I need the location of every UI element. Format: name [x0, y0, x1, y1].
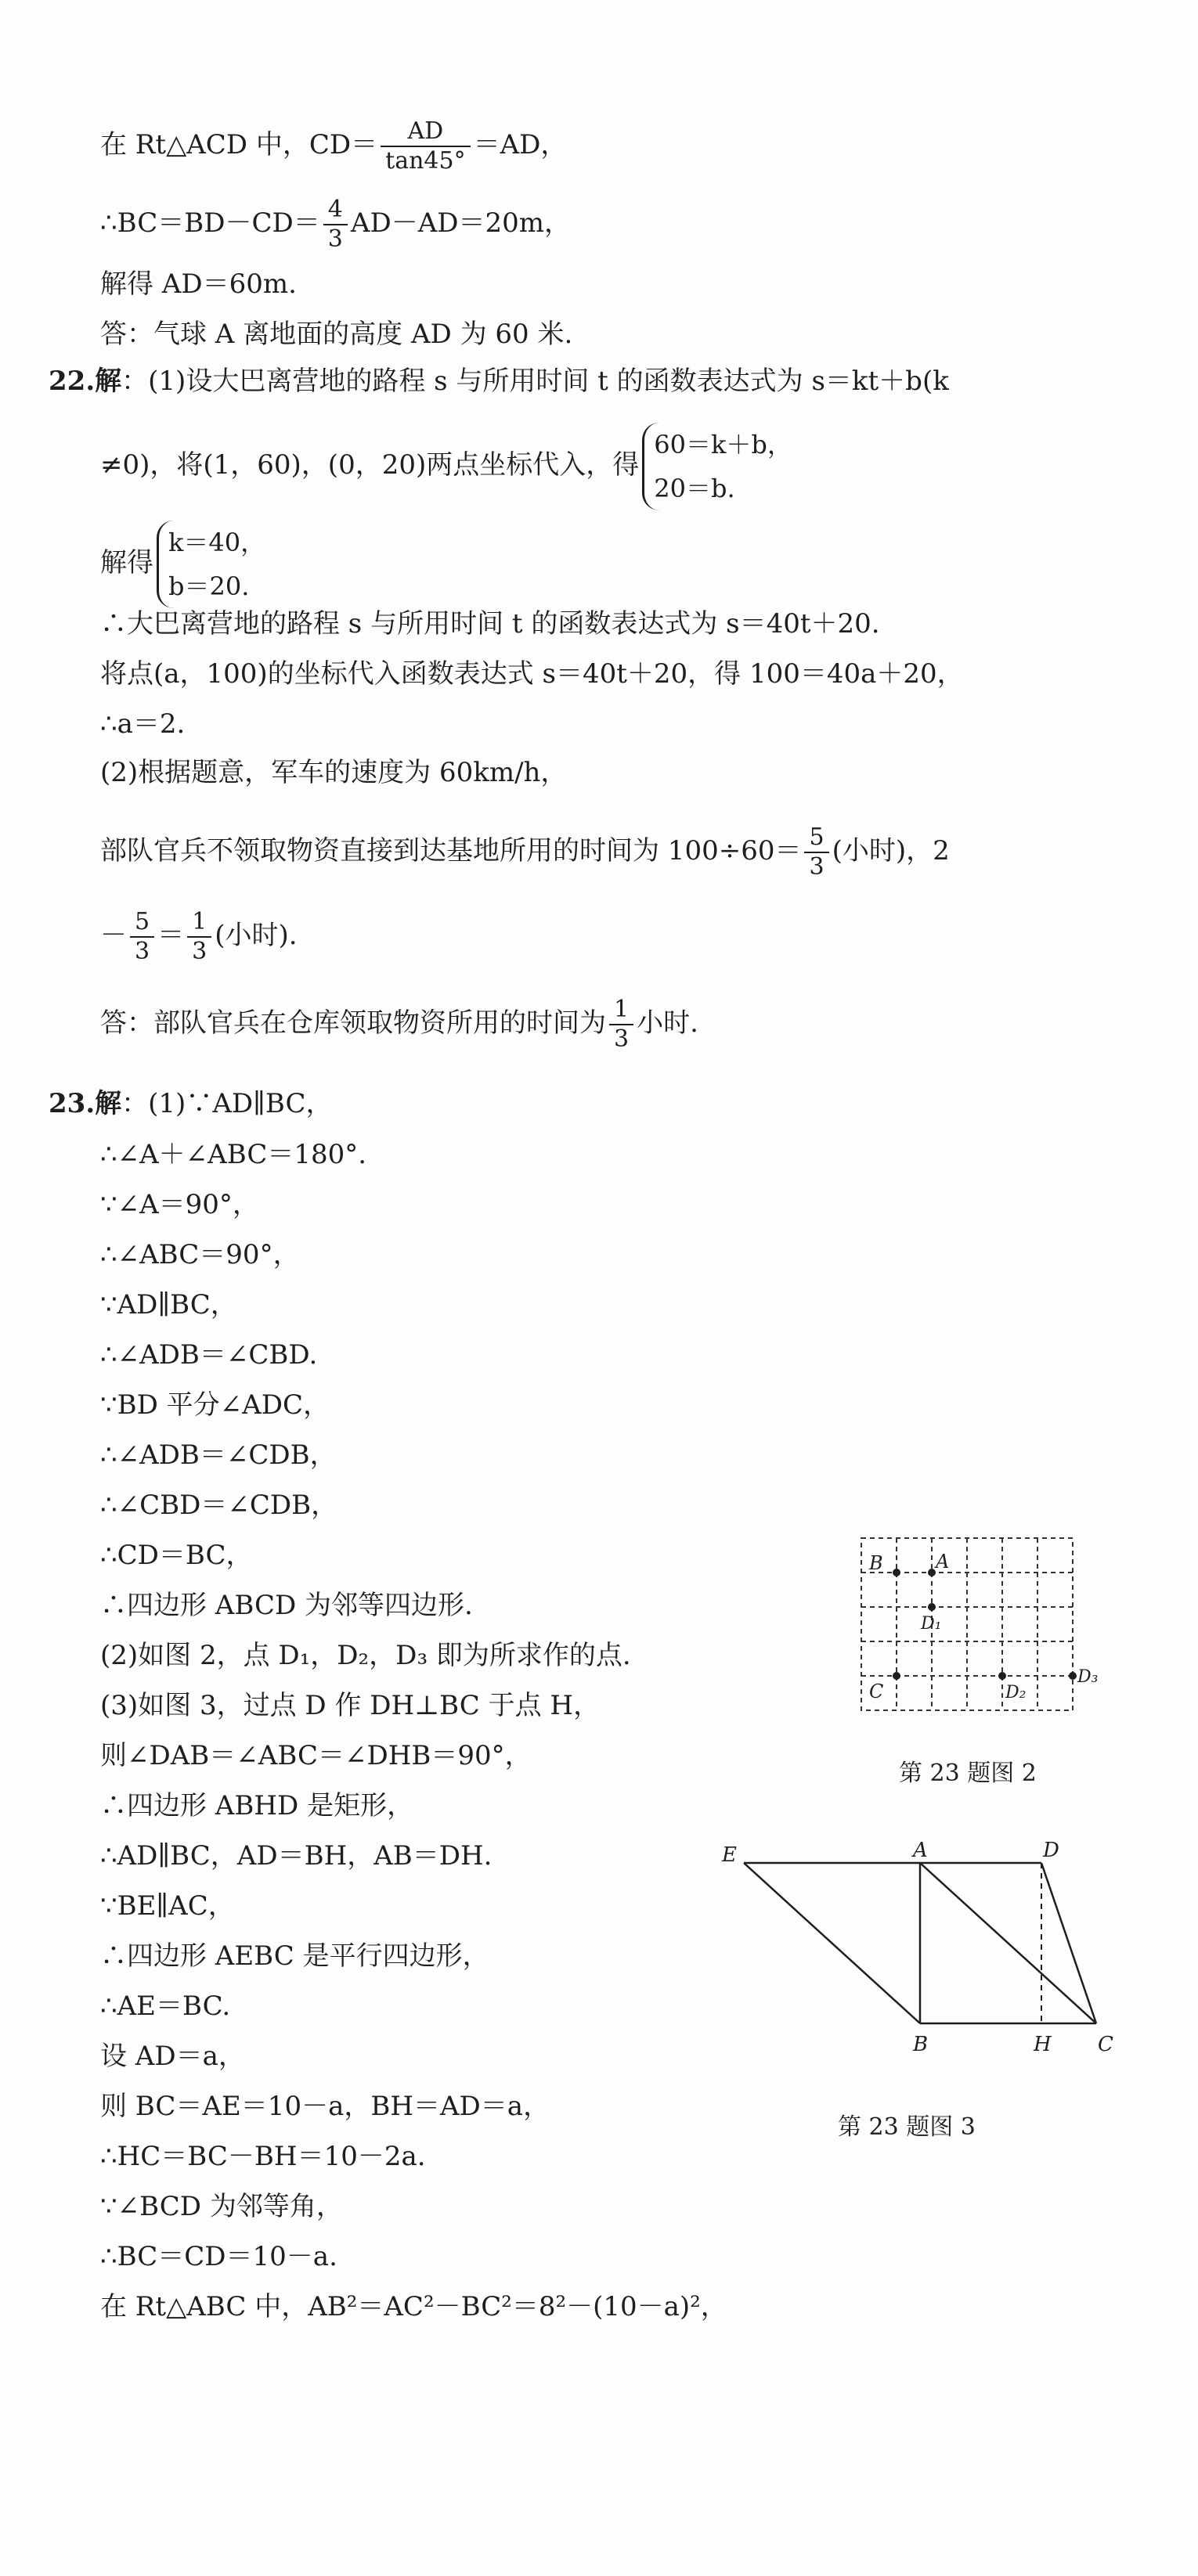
- fraction: [187, 908, 211, 966]
- point-A: [928, 1569, 936, 1576]
- fraction-numerator: 1: [609, 996, 633, 1025]
- q21-line-1: [100, 117, 567, 175]
- q23-line-16: ∵BE∥AC，: [100, 1890, 235, 1922]
- label-A: A: [936, 1551, 950, 1573]
- q21-line-3: 解得 AD＝60m.: [100, 268, 297, 300]
- fraction-denominator: 3: [327, 225, 343, 253]
- system-eq-2: 20＝b.: [654, 474, 735, 503]
- q22-line2-pre: ≠0)，将(1，60)，(0，20)两点坐标代入，得: [100, 449, 640, 481]
- q23-line-8: ∴∠CBD＝∠CDB，: [100, 1490, 338, 1521]
- q22-line9-pre: －: [100, 920, 127, 951]
- fraction-denominator: 3: [192, 938, 207, 965]
- fraction-denominator: 3: [809, 853, 825, 881]
- point-C: [893, 1672, 900, 1680]
- label-D1: D₁: [921, 1614, 942, 1634]
- solve-label: 解: [95, 1088, 122, 1119]
- q21-line2-pre: ∴BC＝BD－CD＝: [100, 207, 320, 239]
- fraction: [130, 908, 154, 966]
- q21-line1-post: ＝AD，: [473, 129, 568, 160]
- label-A: A: [913, 1839, 928, 1862]
- q22-line3-pre: 解得: [100, 547, 153, 578]
- point-D2: [998, 1672, 1006, 1680]
- label-H: H: [1034, 2033, 1052, 2056]
- label-B: B: [869, 1552, 883, 1574]
- solve-label: 解: [95, 366, 122, 397]
- fraction: [323, 196, 348, 254]
- question-number: 22.: [49, 366, 96, 397]
- point-B: [893, 1569, 900, 1576]
- q22-line10-post: 小时.: [637, 1007, 698, 1039]
- q23-line-14: ∴四边形 ABHD 是矩形，: [100, 1790, 414, 1821]
- figure-23-2: [846, 1530, 1104, 1726]
- q23-line-0: [49, 1084, 332, 1123]
- q22-line-7: (2)根据题意，军车的速度为 60km/h，: [100, 757, 568, 788]
- q21-line-2: [100, 196, 571, 254]
- fraction: [381, 117, 470, 175]
- q23-line-7: ∴∠ADB＝∠CDB，: [100, 1439, 337, 1471]
- equation-system: [642, 423, 792, 510]
- label-B: B: [913, 2033, 929, 2056]
- q23-line-24: 在 Rt△ABC 中，AB²＝AC²－BC²＝8²－(10－a)²，: [100, 2291, 727, 2322]
- label-D2: D₂: [1005, 1683, 1027, 1702]
- q23-line-23: ∴BC＝CD＝10－a.: [100, 2241, 337, 2272]
- figure-23-2-caption: 第 23 题图 2: [899, 1760, 1037, 1787]
- q22-line9-post: (小时).: [215, 920, 298, 951]
- label-C: C: [1098, 2033, 1113, 2056]
- q21-line-4: 答：气球 A 离地面的高度 AD 为 60 米.: [100, 319, 573, 350]
- system-eq-2: b＝20.: [168, 571, 250, 601]
- q23-line-1: ∴∠A＋∠ABC＝180°.: [100, 1139, 367, 1170]
- q23-line-17: ∴四边形 AEBC 是平行四边形，: [100, 1940, 489, 1972]
- q22-line-4: ∴大巴离营地的路程 s 与所用时间 t 的函数表达式为 s＝40t＋20.: [100, 608, 880, 639]
- q23-line-6: ∵BD 平分∠ADC，: [100, 1389, 330, 1421]
- figure-lines: [744, 1863, 1096, 2023]
- q23-line-4: ∵AD∥BC，: [100, 1289, 237, 1320]
- fraction: [609, 996, 633, 1054]
- question-number: 23.: [49, 1088, 96, 1119]
- fraction-numerator: 4: [323, 196, 348, 225]
- q22-line8-pre: 部队官兵不领取物资直接到达基地所用的时间为 100÷60＝: [100, 835, 802, 866]
- q22-line9-mid: ＝: [157, 920, 185, 951]
- q23-line-3: ∴∠ABC＝90°，: [100, 1239, 300, 1270]
- system-eq-1: k＝40，: [168, 528, 266, 557]
- point-D3: [1069, 1672, 1077, 1680]
- point-D1: [928, 1603, 936, 1611]
- fraction-numerator: 5: [804, 823, 828, 853]
- q23-line-5: ∴∠ADB＝∠CBD.: [100, 1339, 318, 1371]
- q22-line-10: [100, 996, 698, 1054]
- q23-line-20: 则 BC＝AE＝10－a，BH＝AD＝a，: [100, 2091, 550, 2122]
- fraction-numerator: 1: [187, 908, 211, 938]
- q22-line10-pre: 答：部队官兵在仓库领取物资所用的时间为: [100, 1007, 606, 1039]
- q22-line-5: 将点(a，100)的坐标代入函数表达式 s＝40t＋20，得 100＝40a＋20，: [100, 658, 964, 690]
- q21-line2-post: AD－AD＝20m，: [350, 207, 572, 239]
- q23-line-21: ∴HC＝BC－BH＝10－2a.: [100, 2141, 426, 2172]
- q23-line-19: 设 AD＝a，: [100, 2041, 245, 2072]
- q23-line-12: (3)如图 3，过点 D 作 DH⊥BC 于点 H，: [100, 1690, 601, 1721]
- q23-line-22: ∵∠BCD 为邻等角，: [100, 2191, 343, 2222]
- q22-line1-text: ：(1)设大巴离营地的路程 s 与所用时间 t 的函数表达式为 s＝kt＋b(k: [121, 366, 949, 397]
- fraction-denominator: 3: [135, 938, 150, 965]
- q21-line1-pre: 在 Rt△ACD 中，CD＝: [100, 129, 378, 160]
- label-E: E: [722, 1843, 737, 1867]
- q22-line-9: [100, 908, 298, 966]
- q23-line-text: ：(1)∵AD∥BC，: [121, 1088, 333, 1119]
- q23-line-10: ∴四边形 ABCD 为邻等四边形.: [100, 1590, 473, 1621]
- q22-line-1: [49, 362, 949, 401]
- q22-line-3: [100, 521, 265, 608]
- fraction-denominator: 3: [614, 1025, 630, 1053]
- q23-line-13: 则∠DAB＝∠ABC＝∠DHB＝90°，: [100, 1740, 532, 1771]
- q22-line-2: [100, 423, 792, 510]
- label-C: C: [869, 1681, 884, 1702]
- system-eq-1: 60＝k＋b，: [654, 430, 792, 459]
- fraction-denominator: tan45°: [385, 147, 466, 175]
- label-D: D: [1043, 1839, 1059, 1862]
- q22-line8-post: (小时)，2: [832, 835, 950, 866]
- q23-line-15: ∴AD∥BC，AD＝BH，AB＝DH.: [100, 1840, 493, 1872]
- fraction-numerator: AD: [381, 117, 470, 147]
- q23-line-9: ∴CD＝BC，: [100, 1540, 253, 1571]
- figure-23-3: [705, 1832, 1143, 2066]
- label-D3: D₃: [1077, 1667, 1099, 1687]
- grid-lines: [861, 1538, 1073, 1710]
- equation-system: [157, 521, 265, 608]
- q22-line-8: [100, 823, 950, 881]
- fraction-numerator: 5: [130, 908, 154, 938]
- q23-line-11: (2)如图 2，点 D₁，D₂，D₃ 即为所求作的点.: [100, 1640, 631, 1671]
- q23-line-2: ∵∠A＝90°，: [100, 1189, 259, 1220]
- q23-line-18: ∴AE＝BC.: [100, 1991, 231, 2022]
- q22-line-6: ∴a＝2.: [100, 708, 186, 740]
- fraction: [804, 823, 828, 881]
- figure-23-3-caption: 第 23 题图 3: [838, 2113, 976, 2141]
